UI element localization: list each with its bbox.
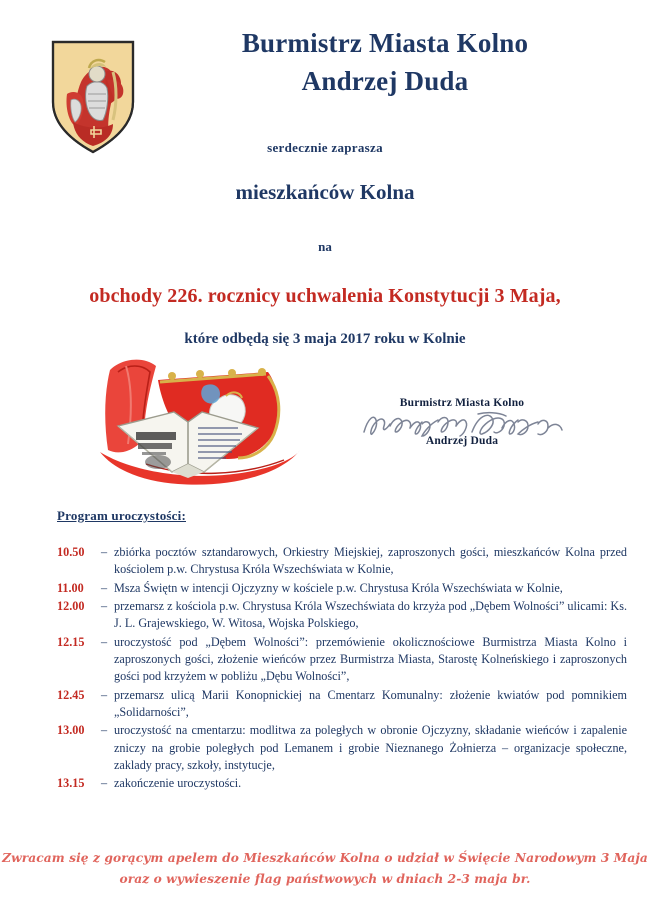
program-section (57, 508, 627, 794)
header-title-group (150, 26, 620, 99)
program-item-text: przemarsz z kościola p.w. Chrystusa Króla Wszechświata do krzyża pod „Dębem Wolności” ulicami: Ks. J. L. Grajewskiego, W. Witosa, Wojska Polskiego, (114, 598, 627, 631)
program-item-dash: – (101, 687, 108, 702)
program-list (57, 544, 627, 793)
program-item-time: 11.00 (57, 580, 84, 595)
program-item-text: zakończenie uroczystości. (114, 776, 242, 791)
program-item (57, 634, 627, 686)
page-title-line1: Burmistrz Miasta Kolno (241, 28, 529, 58)
event-headline: obchody 226. rocznicy uchwalenia Konstytucji 3 Maja, (89, 285, 561, 307)
program-item-time: 12.00 (57, 598, 85, 613)
program-item-time: 13.00 (57, 723, 85, 738)
program-item-dash: – (101, 598, 108, 613)
program-item-text: uroczystość na cmentarzu: modlitwa za poległych w obronie Ojczyzny, składanie wieńców i zapalenie zniczy na grobie poległych pod Lemanem i grobie Nieznanego Żołnierza – organizacje społeczne, zaklady pracy, szkoły, instytucje, (114, 723, 627, 772)
appeal-line-1: Zwracam się z gorącym apelem do Mieszkańców Kolna o udział w Święcie Narodowym 3 Maja (2, 851, 648, 865)
signature-block (352, 397, 572, 447)
footer-appeal (0, 848, 650, 889)
program-item-time: 12.15 (57, 634, 85, 649)
program-heading: Program uroczystości: (57, 508, 186, 523)
program-item (57, 598, 627, 633)
program-item-text: Msza Świętn w intencji Ojczyzny w kościele p.w. Chrystusa Króla Wszechświata w Kolnie, (114, 580, 563, 595)
program-item-text: zbiórka pocztów sztandarowych, Orkiestry Miejskiej, zaproszonych gości, mieszkańców Kolna przed kościolem p.w. Chrystusa Króla Wszechświata w Kolnie, (114, 545, 627, 577)
program-item (57, 544, 627, 579)
event-date-line: które odbędą się 3 maja 2017 roku w Kolnie (184, 331, 466, 347)
page-title-line2: Andrzej Duda (301, 65, 469, 96)
illustration-signature-row (0, 352, 650, 502)
signature-title: Burmistrz Miasta Kolno (399, 397, 525, 409)
invitation-block (0, 140, 650, 348)
program-item-dash: – (101, 634, 108, 649)
program-item-text: przemarsz ulicą Marii Konopnickiej na Cmentarz Komunalny: złożenie kwiatów pod pomnikiem „Solidarności”, (114, 687, 627, 719)
program-item (57, 580, 627, 597)
program-item-dash: – (101, 545, 108, 559)
program-item-dash: – (101, 580, 108, 595)
invite-intro-text: serdecznie zaprasza (267, 140, 383, 155)
appeal-line-2: oraz o wywieszenie flag państwowych w dniach 2-3 maja br. (119, 871, 531, 886)
program-item-dash: – (101, 723, 108, 738)
program-item-dash: – (101, 776, 108, 791)
program-item (57, 687, 627, 722)
program-item-text: uroczystość pod „Dębem Wolności”: przemówienie okolicznościowe Burmistrza Miasta Kolno i zaproszonych gości, złożenie wieńców przez Burmistrza Miasta, Starostę Kolneńskiego i zaproszonych gości pod krzyżem w pobliżu „Dębu Wolności”, (114, 634, 627, 684)
handwritten-signature-icon (352, 410, 572, 436)
program-item-time: 12.45 (57, 687, 85, 702)
invite-preposition-text: na (318, 239, 332, 254)
constitution-illustration (92, 352, 322, 492)
program-item-time: 13.15 (57, 776, 85, 791)
program-item (57, 775, 627, 792)
coat-of-arms-icon (47, 38, 139, 156)
signature-name: Andrzej Duda (425, 435, 499, 447)
program-item-time: 10.50 (57, 545, 85, 559)
program-item (57, 722, 627, 774)
invite-audience-text: mieszkańców Kolna (235, 180, 415, 204)
